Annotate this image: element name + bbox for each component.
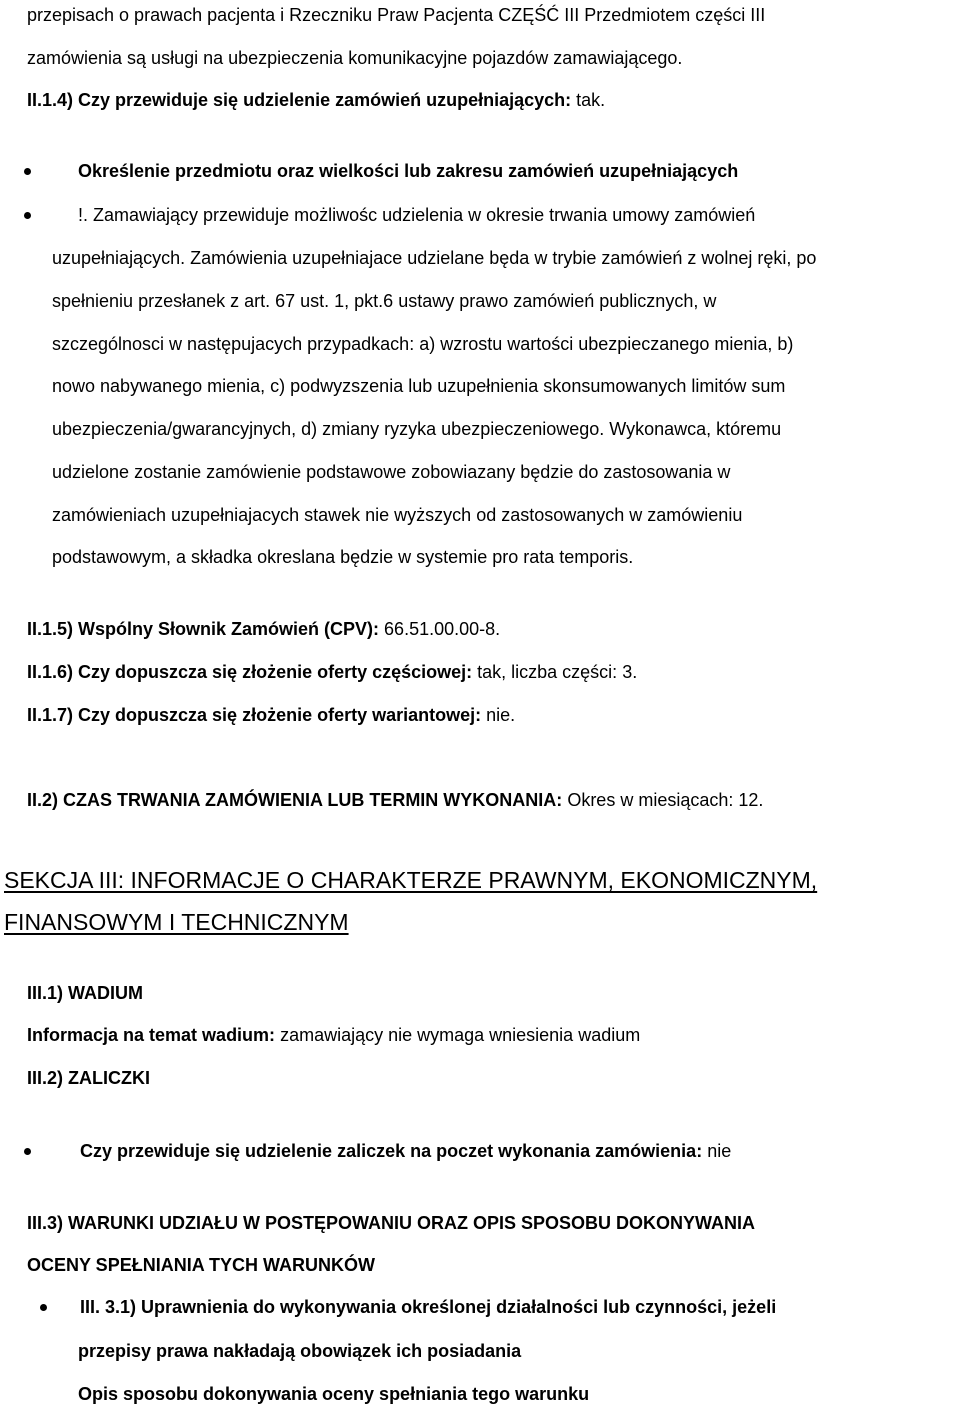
paragraph-duration bbox=[27, 789, 763, 811]
bullet-item-heading: Określenie przedmiotu oraz wielkości lub zakresu zamówień uzupełniających bbox=[78, 161, 739, 181]
value: tak, liczba części: 3. bbox=[472, 662, 638, 682]
label: II.1.5) Wspólny Słownik Zamówień (CPV): bbox=[27, 619, 380, 639]
bullet-icon bbox=[24, 1148, 31, 1155]
value: 66.51.00.00-8. bbox=[379, 619, 501, 639]
text-line: zamówienia są usługi na ubezpieczenia komunikacyjne pojazdów zamawiającego. bbox=[27, 48, 683, 68]
label: II.1.4) Czy przewiduje się udzielenie zamówień uzupełniających: bbox=[27, 90, 572, 110]
bullet-item-heading: III. 3.1) Uprawnienia do wykonywania określonej działalności lub czynności, jeżeli bbox=[80, 1297, 777, 1317]
label: Informacja na temat wadium: bbox=[27, 1025, 276, 1045]
subsection-heading: III.2) ZALICZKI bbox=[27, 1068, 150, 1088]
bullet-icon bbox=[24, 212, 31, 219]
section-heading: SEKCJA III: INFORMACJE O CHARAKTERZE PRAWNYM, EKONOMICZNYM, bbox=[4, 867, 818, 893]
subsection-heading: OCENY SPEŁNIANIA TYCH WARUNKÓW bbox=[27, 1255, 376, 1275]
paragraph-cpv-supplementary bbox=[27, 89, 605, 111]
subsection-heading: III.1) WADIUM bbox=[27, 983, 143, 1003]
label: II.2) CZAS TRWANIA ZAMÓWIENIA LUB TERMIN WYKONANIA: bbox=[27, 790, 563, 810]
subsection-heading: III.3) WARUNKI UDZIAŁU W POSTĘPOWANIU ORAZ OPIS SPOSOBU DOKONYWANIA bbox=[27, 1213, 756, 1233]
text-line: Opis sposobu dokonywania oceny spełniania tego warunku bbox=[78, 1384, 590, 1404]
value: nie bbox=[702, 1141, 732, 1161]
label: Czy przewiduje się udzielenie zaliczek na poczet wykonania zamówienia: bbox=[80, 1141, 703, 1161]
paragraph-cpv bbox=[27, 618, 500, 640]
text-line: przepisach o prawach pacjenta i Rzeczniku Praw Pacjenta CZĘŚĆ III Przedmiotem części III bbox=[27, 5, 766, 25]
bullet-item-advance bbox=[80, 1140, 731, 1162]
value: Okres w miesiącach: 12. bbox=[562, 790, 764, 810]
text-line: przepisy prawa nakładają obowiązek ich posiadania bbox=[78, 1341, 522, 1361]
value: zamawiający nie wymaga wniesienia wadium bbox=[275, 1025, 641, 1045]
text-line: spełnieniu przesłanek z art. 67 ust. 1, pkt.6 ustawy prawo zamówień publicznych, w bbox=[52, 291, 717, 311]
text-line: udzielone zostanie zamówienie podstawowe zobowiazany będzie do zastosowania w bbox=[52, 462, 731, 482]
paragraph-wadium bbox=[27, 1024, 640, 1046]
value: nie. bbox=[481, 705, 516, 725]
label: II.1.6) Czy dopuszcza się złożenie oferty częściowej: bbox=[27, 662, 473, 682]
section-heading: FINANSOWYM I TECHNICZNYM bbox=[4, 909, 349, 935]
value: tak. bbox=[571, 90, 606, 110]
bullet-icon bbox=[24, 168, 31, 175]
text-line: uzupełniających. Zamówienia uzupełniajace udzielane będa w trybie zamówień z wolnej ręki, po bbox=[52, 248, 817, 268]
text-line: podstawowym, a składka okreslana będzie w systemie pro rata temporis. bbox=[52, 547, 634, 567]
bullet-icon bbox=[40, 1304, 47, 1311]
paragraph-variant-offer bbox=[27, 704, 515, 726]
paragraph-partial-offer bbox=[27, 661, 637, 683]
label: II.1.7) Czy dopuszcza się złożenie oferty wariantowej: bbox=[27, 705, 482, 725]
bullet-item-text: !. Zamawiający przewiduje możliwośc udzielenia w okresie trwania umowy zamówień bbox=[78, 205, 756, 225]
text-line: ubezpieczenia/gwarancyjnych, d) zmiany ryzyka ubezpieczeniowego. Wykonawca, któremu bbox=[52, 419, 782, 439]
text-line: nowo nabywanego mienia, c) podwyzszenia lub uzupełnienia skonsumowanych limitów sum bbox=[52, 376, 786, 396]
text-line: zamówieniach uzupełniajacych stawek nie wyższych od zastosowanych w zamówieniu bbox=[52, 505, 743, 525]
text-line: szczególnosci w następujacych przypadkach: a) wzrostu wartości ubezpieczanego mienia, b) bbox=[52, 334, 794, 354]
